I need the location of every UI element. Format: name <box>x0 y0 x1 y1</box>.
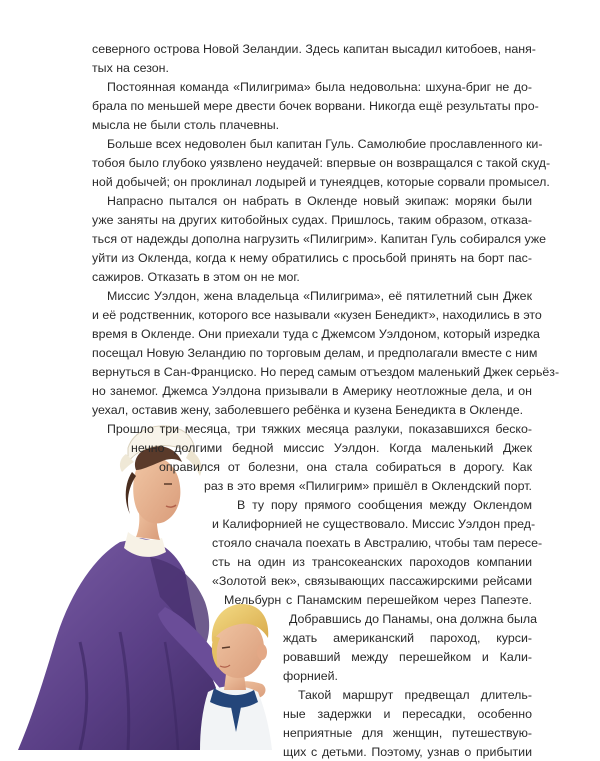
text-line: тых на сезон. <box>92 61 169 75</box>
text-line: вернуться в Сан-Франциско. Но перед самым отъездом маленький Джек серьёз- <box>92 365 560 379</box>
text-line: Миссис Уэлдон, жена владельца «Пилигрима», её пятилетний сын Джек <box>107 289 532 303</box>
text-line: тобоя было глубоко уязвлено неудачей: впервые он возвращался с такой скуд- <box>92 156 551 170</box>
text-line: северного острова Новой Зеландии. Здесь капитан высадил китобоев, наня- <box>92 42 536 56</box>
text-line: сажиров. Отказать в этом он не мог. <box>92 270 300 284</box>
text-line: сть на один из трансокеанских пароходов компании <box>212 555 532 569</box>
text-line: нечно долгими бедной миссис Уэлдон. Когда маленький Джек <box>131 441 532 455</box>
text-line: форнией. <box>283 669 338 683</box>
text-line: ться от надежды дополна нагрузить «Пилигрим». Капитан Гуль собирался уже <box>92 232 547 246</box>
text-line: ждать американский пароход, курси- <box>283 631 532 645</box>
text-line: Добравшись до Панамы, она должна была <box>289 612 537 626</box>
text-line: но занемог. Джемса Уэлдона призывали в Америку неотложные дела, и он <box>92 384 532 398</box>
text-line: ные задержки и пересадки, особенно <box>283 707 532 721</box>
text-line: мысла не были столь плачевны. <box>92 118 280 132</box>
text-line: В ту пору прямого сообщения между Оклендом <box>237 498 532 512</box>
text-line: щих с детьми. Поэтому, узнав о прибытии <box>283 745 532 759</box>
text-line: уйти из Окленда, когда к нему обратились с просьбой принять на борт пас- <box>92 251 532 265</box>
text-line: стояло сначала поехать в Австралию, чтобы там пересе- <box>212 536 543 550</box>
text-line: неприятные для женщин, путешествую- <box>283 726 532 740</box>
text-line: время в Окленде. Они приехали туда с Джемсом Уэлдоном, который изредка <box>92 327 540 341</box>
text-line: брала по меньшей мере двести бочек ворвани. Никогда ещё результаты про- <box>92 99 539 113</box>
text-line: посещал Новую Зеландию по торговым делам, и предполагали вместе с ним <box>92 346 538 360</box>
text-line: Прошло три месяца, три тяжких месяца разлуки, показавшихся беско- <box>107 422 532 436</box>
text-line: раз в это время «Пилигрим» пришёл в Оклендский порт. <box>204 479 532 493</box>
text-line: и её родственник, которого все называли «кузен Бенедикт», находились в это <box>92 308 542 322</box>
text-line: ровавший между перешейком и Кали- <box>283 650 532 664</box>
text-line: «Золотой век», связывающих пассажирскими рейсами <box>212 574 532 588</box>
text-line: Такой маршрут предвещал длитель- <box>298 688 532 702</box>
text-line: Мельбурн с Панамским перешейком через Папеэте. <box>224 593 532 607</box>
text-line: Больше всех недоволен был капитан Гуль. Самолюбие прославленного ки- <box>107 137 543 151</box>
text-line: Напрасно пытался он набрать в Окленде новый экипаж: моряки были <box>107 194 532 208</box>
text-line: уже заняты на других китобойных судах. Пришлось, таким образом, отказа- <box>92 213 532 227</box>
text-line: Постоянная команда «Пилигрима» была недовольна: шхуна-бриг не до- <box>107 80 532 94</box>
text-line: оправился от болезни, она стала собираться в дорогу. Как <box>159 460 532 474</box>
text-line: ной добычей; он проклинал лодырей и тунеядцев, которые сорвали промысел. <box>92 175 550 189</box>
text-line: уехал, оставив жену, заболевшего ребёнка и кузена Бенедикта в Окленде. <box>92 403 524 417</box>
text-line: и Калифорнией не существовало. Миссис Уэлдон пред- <box>212 517 536 531</box>
